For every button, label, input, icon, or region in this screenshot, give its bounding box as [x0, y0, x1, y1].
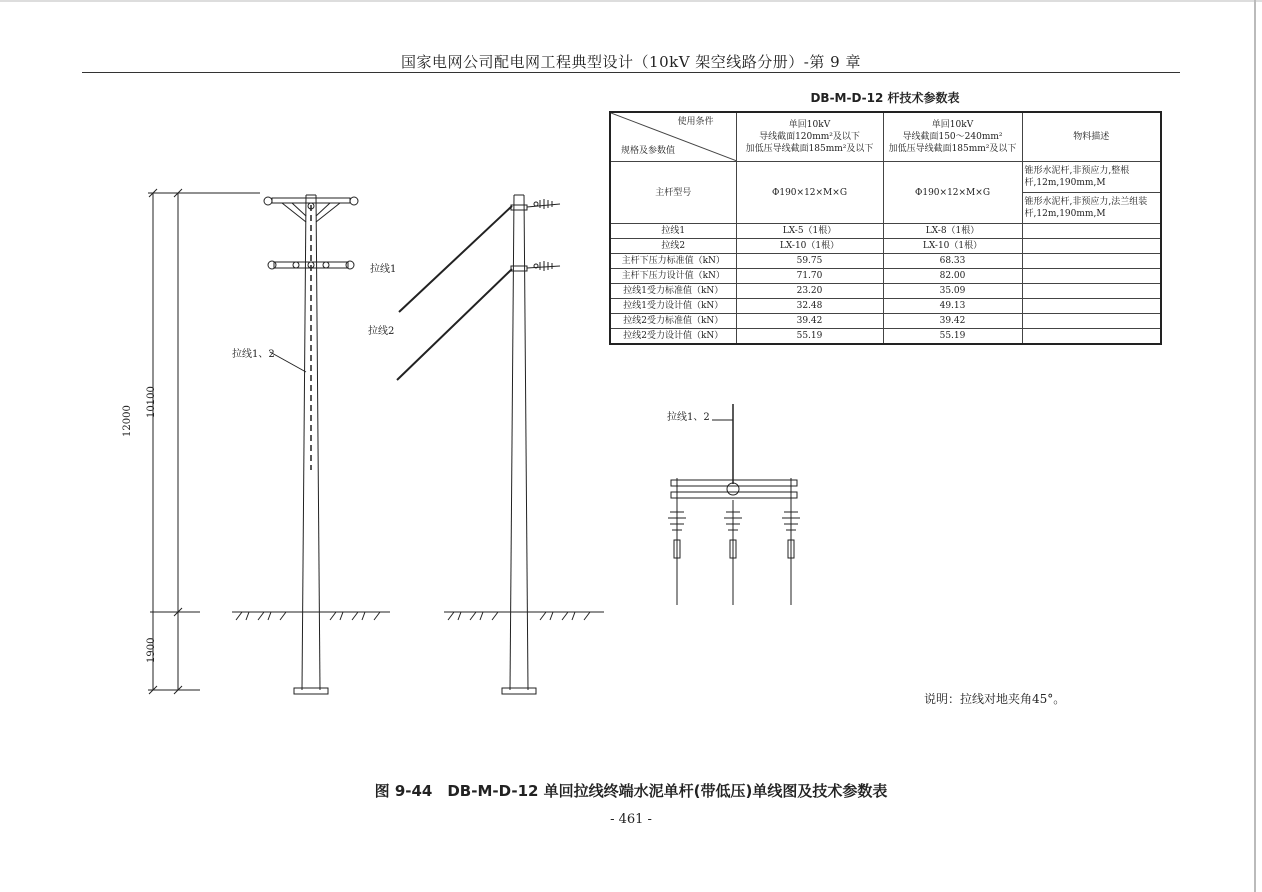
row-value2: 49.13 — [883, 299, 1022, 314]
dimension-lines — [148, 189, 260, 694]
main-pole-label: 主杆型号 — [610, 162, 736, 224]
note: 说明：拉线对地夹角45°。 — [924, 692, 1066, 706]
page-header: 国家电网公司配电网工程典型设计（10kV 架空线路分册）-第 9 章 — [401, 53, 861, 71]
row-label: 拉线2受力设计值（kN） — [610, 329, 736, 345]
figure-caption: 图 9-44 DB-M-D-12 单回拉线终端水泥单杆(带低压)单线图及技术参数表 — [374, 782, 888, 800]
row-value1: 71.70 — [736, 269, 883, 284]
dimension-total: 12000 — [122, 405, 133, 437]
main-pole-desc2: 锥形水泥杆,非预应力,法兰组装杆,12m,190mm,M — [1022, 193, 1161, 224]
page-number: - 461 - — [610, 812, 652, 827]
row-value1: LX-10（1根） — [736, 239, 883, 254]
row-value2: 82.00 — [883, 269, 1022, 284]
corner-bottom-label: 规格及参数值 — [621, 146, 676, 156]
row-value2: LX-8（1根） — [883, 224, 1022, 239]
cross-arm-detail — [668, 404, 800, 605]
header-col2-line1: 单回10kV — [931, 120, 974, 130]
label-guy1: 拉线1 — [370, 264, 397, 275]
front-view-pole — [232, 195, 390, 694]
header-col1-line1: 单回10kV — [788, 120, 831, 130]
row-value1: 59.75 — [736, 254, 883, 269]
row-label: 拉线1受力设计值（kN） — [610, 299, 736, 314]
side-view-pole — [397, 195, 604, 694]
row-label: 拉线1 — [610, 224, 736, 239]
header-col2-line2: 导线截面150～240mm² — [902, 132, 1003, 142]
row-label: 拉线1受力标准值（kN） — [610, 284, 736, 299]
row-value2: 35.09 — [883, 284, 1022, 299]
dimension-above-ground: 10100 — [146, 386, 157, 418]
row-value2: LX-10（1根） — [883, 239, 1022, 254]
row-label: 拉线2受力标准值（kN） — [610, 314, 736, 329]
header-col2-line3: 加低压导线截面185mm²及以下 — [888, 144, 1017, 154]
header-col1-line3: 加低压导线截面185mm²及以下 — [745, 144, 874, 154]
row-value2: 68.33 — [883, 254, 1022, 269]
corner-top-label: 使用条件 — [677, 117, 714, 127]
row-value2: 55.19 — [883, 329, 1022, 345]
row-value1: 55.19 — [736, 329, 883, 345]
row-label: 主杆下压力设计值（kN） — [610, 269, 736, 284]
header-col1-line2: 导线截面120mm²及以下 — [759, 132, 860, 142]
main-pole-desc1: 锥形水泥杆,非预应力,整根杆,12m,190mm,M — [1022, 162, 1161, 193]
main-pole-value2: Φ190×12×M×G — [883, 162, 1022, 224]
row-value1: LX-5（1根） — [736, 224, 883, 239]
label-guy-front: 拉线1、2 — [232, 349, 275, 360]
row-value1: 23.20 — [736, 284, 883, 299]
dimension-below-ground: 1900 — [146, 637, 157, 663]
row-label: 拉线2 — [610, 239, 736, 254]
row-value1: 32.48 — [736, 299, 883, 314]
label-guy2: 拉线2 — [368, 326, 395, 337]
row-value1: 39.42 — [736, 314, 883, 329]
main-pole-value1: Φ190×12×M×G — [736, 162, 883, 224]
label-guy-top-view: 拉线1、2 — [667, 412, 710, 423]
row-value2: 39.42 — [883, 314, 1022, 329]
row-label: 主杆下压力标准值（kN） — [610, 254, 736, 269]
header-col3: 物料描述 — [1022, 112, 1161, 162]
table-title: DB-M-D-12 杆技术参数表 — [810, 91, 960, 105]
